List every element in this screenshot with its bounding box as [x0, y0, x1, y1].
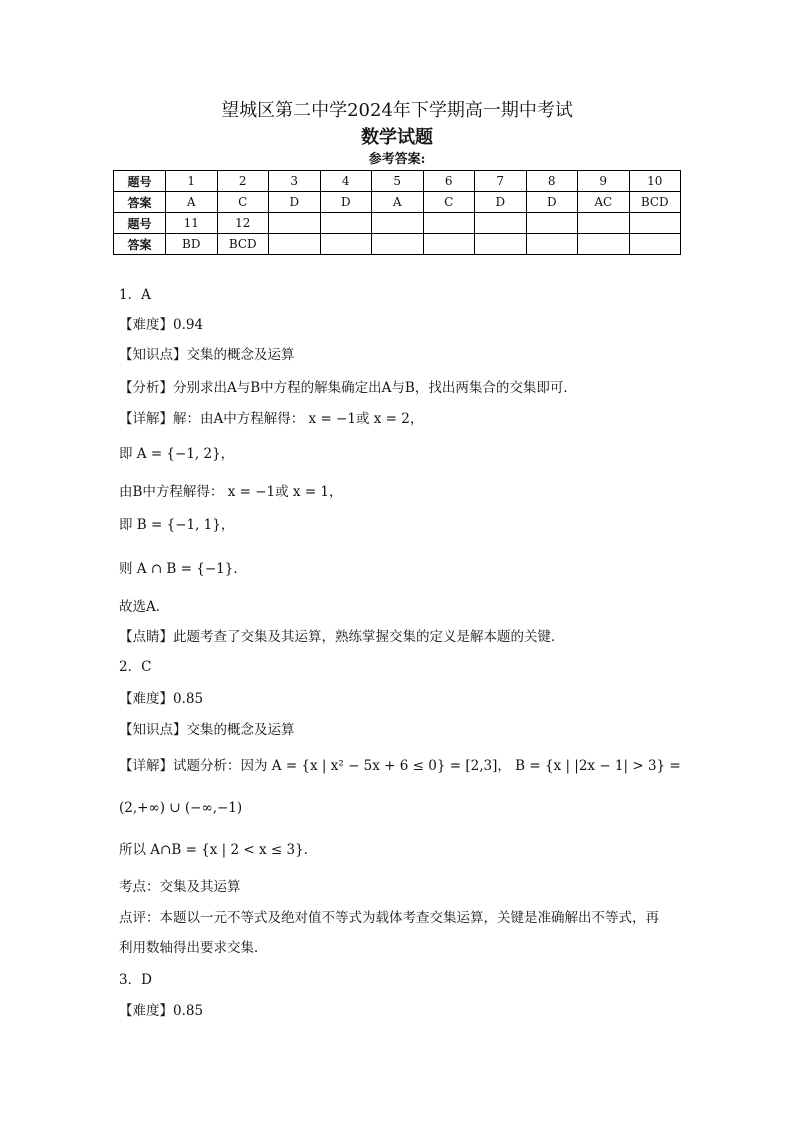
answer-table-cell: BCD	[629, 192, 681, 213]
q2-union: (2,+∞) ∪ (−∞,−1)	[119, 800, 243, 816]
answer-table-cell: D	[269, 192, 321, 213]
answer-table-header-cell: 题号	[114, 213, 166, 234]
answer-table-cell	[526, 213, 578, 234]
q1-set-b: 即 B = {−1, 1}，	[119, 517, 235, 533]
q1-comment: 【点睛】此题考查了交集及其运算，熟练掌握交集的定义是解本题的关键．	[119, 629, 565, 645]
answer-table-cell: 9	[578, 171, 630, 192]
answer-table-cell: 1	[166, 171, 218, 192]
answer-table-cell: 2	[217, 171, 269, 192]
answer-table-cell	[320, 234, 372, 255]
q1-detail: 【详解】解：由A中方程解得： x = −1或 x = 2，	[119, 411, 424, 427]
answers-heading: 参考答案:	[368, 152, 426, 167]
answer-table-cell: 8	[526, 171, 578, 192]
answer-table-cell: D	[475, 192, 527, 213]
q1-set-a: 即 A = {−1, 2}，	[119, 446, 235, 462]
q2-difficulty: 【难度】0.85	[119, 691, 204, 707]
answer-table-cell	[372, 234, 424, 255]
answer-table-row	[114, 171, 681, 192]
q1-choice: 故选A．	[119, 599, 170, 615]
answer-table-cell	[269, 234, 321, 255]
answer-table-row	[114, 234, 681, 255]
answer-table-cell	[578, 234, 630, 255]
answer-table-cell: 4	[320, 171, 372, 192]
answer-table-cell: D	[320, 192, 372, 213]
answer-table-header-cell: 题号	[114, 171, 166, 192]
answer-table-cell: A	[166, 192, 218, 213]
answer-table-cell	[526, 234, 578, 255]
answer-table-cell	[629, 234, 681, 255]
answer-table-cell: BD	[166, 234, 218, 255]
answer-table-cell: BCD	[217, 234, 269, 255]
answer-table-cell	[372, 213, 424, 234]
q1-knowledge: 【知识点】交集的概念及运算	[119, 347, 295, 363]
answer-table-header-cell: 答案	[114, 234, 166, 255]
answer-table-cell: 11	[166, 213, 218, 234]
answer-table-cell: C	[423, 192, 475, 213]
answer-table-cell: D	[526, 192, 578, 213]
answer-table-row	[114, 213, 681, 234]
answer-table-cell	[423, 234, 475, 255]
answer-table-cell: A	[372, 192, 424, 213]
answer-table-cell: 3	[269, 171, 321, 192]
answer-table-cell	[578, 213, 630, 234]
answer-table-header-cell: 答案	[114, 192, 166, 213]
answer-table-cell	[475, 213, 527, 234]
answer-table-cell	[629, 213, 681, 234]
q3-answer: 3．D	[119, 972, 152, 988]
answer-table-row	[114, 192, 681, 213]
answer-table-cell	[475, 234, 527, 255]
q2-detail: 【详解】试题分析：因为 A = {x | x² − 5x + 6 ≤ 0} = [2,3]， B = {x | |2x − 1| > 3} =	[119, 758, 681, 774]
answer-table	[113, 170, 681, 255]
q2-topic: 考点：交集及其运算	[119, 879, 241, 895]
exam-title: 望城区第二中学2024年下学期高一期中考试	[221, 100, 573, 121]
q3-difficulty: 【难度】0.85	[119, 1003, 204, 1019]
answer-table-cell: 10	[629, 171, 681, 192]
q2-review-cont: 利用数轴得出要求交集．	[119, 940, 268, 956]
q2-review: 点评：本题以一元不等式及绝对值不等式为载体考查交集运算，关键是准确解出不等式，再	[119, 910, 659, 926]
answer-table-cell: AC	[578, 192, 630, 213]
answer-table-cell: C	[217, 192, 269, 213]
q1-intersection: 则 A ∩ B = {−1}．	[119, 561, 247, 577]
answer-table-cell: 6	[423, 171, 475, 192]
q2-answer: 2．C	[119, 659, 152, 675]
answer-table-cell: 5	[372, 171, 424, 192]
q1-difficulty: 【难度】0.94	[119, 317, 204, 333]
answer-table-cell	[320, 213, 372, 234]
q1-solve-b: 由B中方程解得： x = −1或 x = 1，	[119, 484, 343, 500]
q2-result: 所以 A∩B = {x | 2 < x ≤ 3}.	[119, 842, 308, 858]
answer-table-cell	[423, 213, 475, 234]
q2-knowledge: 【知识点】交集的概念及运算	[119, 722, 295, 738]
answer-table-cell: 7	[475, 171, 527, 192]
answer-table-cell	[269, 213, 321, 234]
q1-analysis: 【分析】分别求出A与B中方程的解集确定出A与B，找出两集合的交集即可．	[119, 380, 577, 396]
exam-subtitle: 数学试题	[361, 127, 433, 148]
q1-answer: 1．A	[119, 287, 151, 303]
answer-table-cell: 12	[217, 213, 269, 234]
